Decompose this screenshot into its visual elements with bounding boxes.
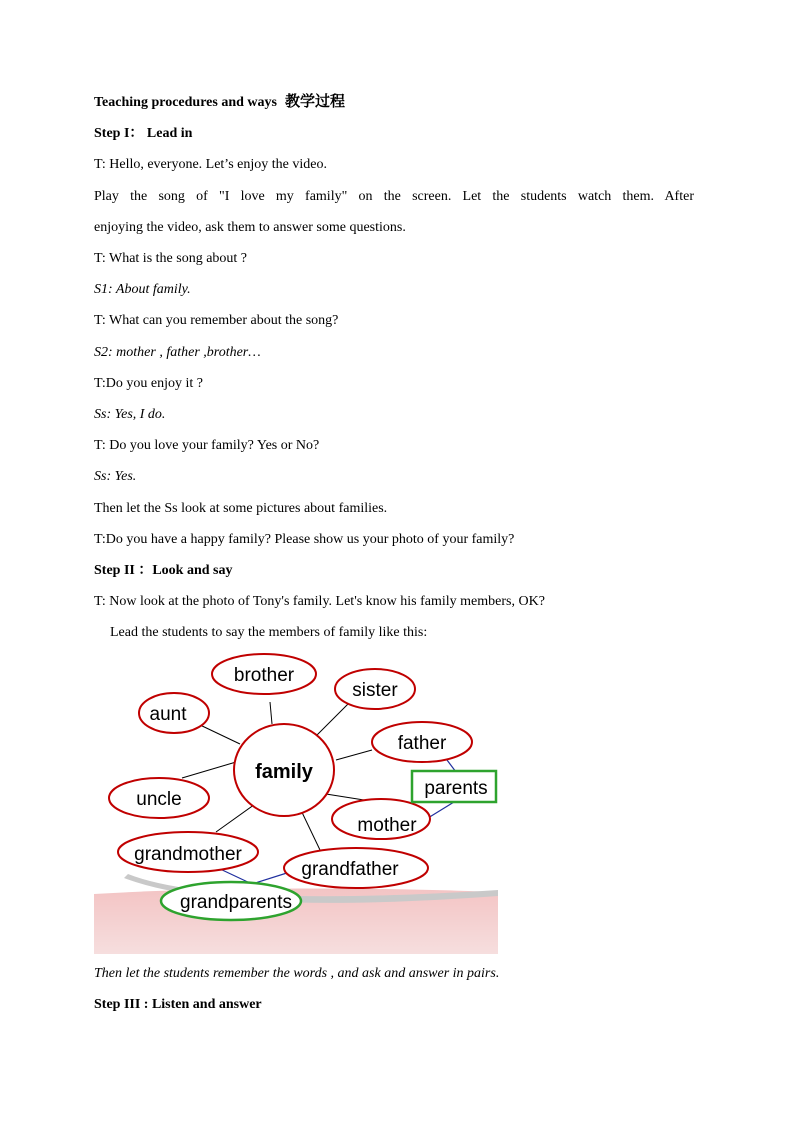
link-mother-parents: [428, 802, 454, 818]
text-line: T: Hello, everyone. Let’s enjoy the video.: [94, 157, 327, 173]
node-father-label: father: [397, 733, 447, 754]
node-sister-label: sister: [352, 680, 398, 701]
step3-title: Step III : Listen and answer: [94, 997, 262, 1013]
link-mother: [326, 794, 364, 800]
center-label: family: [255, 761, 313, 783]
student-response: S2: mother , father ,brother…: [94, 344, 261, 360]
text-line: T: Now look at the photo of Tony's family. Let's know his family members, OK?: [94, 594, 545, 610]
node-grandparents-label: grandparents: [180, 892, 292, 913]
text-line: enjoying the video, ask them to answer some questions.: [94, 219, 406, 235]
italic-instruction: Then let the students remember the words , and ask and answer in pairs.: [94, 966, 500, 981]
heading-cn: 教学过程: [284, 92, 345, 110]
after-diagram-text: [94, 958, 694, 1020]
link-sister: [316, 702, 350, 736]
node-grandfather-label: grandfather: [301, 859, 399, 880]
link-brother: [270, 702, 272, 724]
text-line: T: What can you remember about the song?: [94, 313, 339, 329]
student-response: S1: About family.: [94, 282, 191, 298]
node-mother-label: mother: [357, 815, 417, 836]
step1-title: Step I： Lead in: [94, 126, 193, 142]
node-grandmother-label: grandmother: [134, 844, 242, 865]
text-line: Play the song of "I love my family" on the screen. Let the students watch them. After: [94, 188, 694, 204]
link-grandmother: [216, 802, 258, 832]
text-line: T: What is the song about ?: [94, 251, 248, 267]
family-word-map: [94, 652, 498, 954]
student-response: Ss: Yes.: [94, 469, 137, 485]
link-father: [336, 750, 372, 760]
section-heading: [94, 86, 694, 118]
student-response: Ss: Yes, I do.: [94, 407, 166, 423]
link-uncle: [182, 762, 236, 778]
text-line: T:Do you enjoy it ?: [94, 375, 203, 391]
heading-en: Teaching procedures and ways: [94, 95, 277, 110]
lesson-document: [94, 86, 694, 649]
text-line: T: Do you love your family? Yes or No?: [94, 438, 320, 454]
node-uncle-label: uncle: [136, 789, 182, 810]
text-line: T:Do you have a happy family? Please show us your photo of your family?: [94, 531, 515, 547]
text-line: Then let the Ss look at some pictures about families.: [94, 500, 388, 516]
node-brother-label: brother: [233, 665, 295, 686]
node-parents-label: parents: [424, 778, 488, 799]
node-aunt-label: aunt: [149, 704, 187, 725]
link-aunt: [198, 724, 240, 744]
step2-title: Step II ：Look and say: [94, 563, 233, 579]
text-line: Lead the students to say the members of family like this:: [110, 625, 428, 641]
